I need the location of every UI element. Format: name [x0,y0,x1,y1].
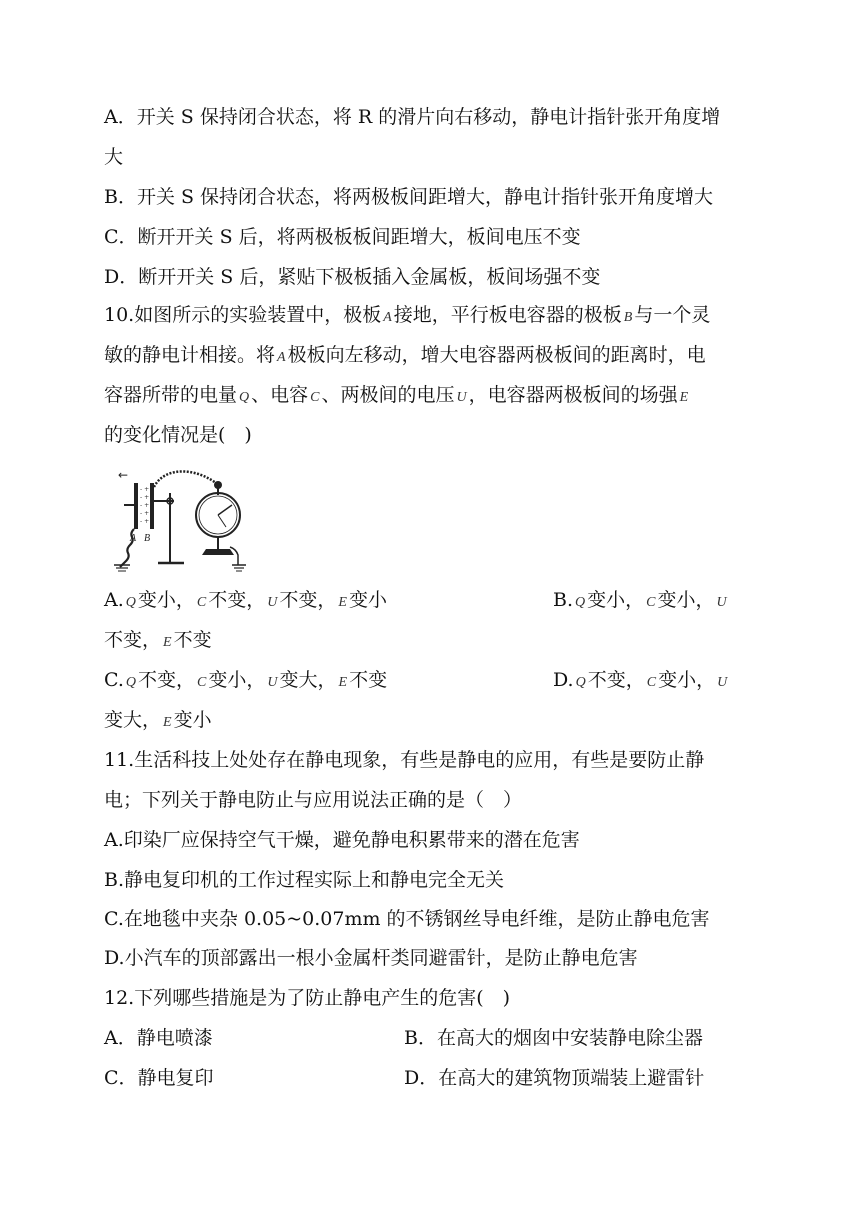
q11-stem-line1: 11.生活科技上处处存在静电现象，有些是静电的应用，有些是要防止静 [104,749,705,771]
capacitor-electrometer-figure [104,465,266,573]
q12-option-b: B．在高大的烟囱中安装静电除尘器 [404,1027,703,1049]
q10-option-a: A. Q 变小， C 不变， U 不变， E 变小 [104,589,387,611]
q10-option-b: B. Q 变小， C 变小， U [553,589,727,611]
plate-b [150,483,154,529]
label-b: B [144,533,151,544]
q10-option-c: C. Q 不变， C 变小， U 变大， E 不变 [104,669,388,691]
q9-option-d: D．断开开关 S 后，紧贴下极板插入金属板，板间场强不变 [104,266,601,288]
q9-option-a-line2: 大 [104,146,124,168]
q10-option-b-cont: 不变， E 不变 [104,629,212,651]
var-u: U [456,390,467,405]
q9-option-a-line1: A．开关 S 保持闭合状态，将 R 的滑片向右移动，静电计指针张开角度增 [104,106,721,128]
q10-stem-line1: 10.如图所示的实验装置中，极板 A 接地，平行板电容器的极板 B 与一个灵 [104,304,711,326]
electrometer-needle [218,505,232,515]
svg-text:- +: - + [140,486,150,493]
svg-text:- +: - + [140,502,150,509]
plate-a [134,483,138,529]
q10-option-d: D. Q 不变， C 变小， U [553,669,728,691]
var-e: E [679,390,689,405]
q12-option-c: C．静电复印 [104,1067,214,1089]
var-a: A [383,310,392,325]
q12-option-a: A．静电喷漆 [104,1027,213,1049]
q11-option-d: D.小汽车的顶部露出一根小金属杆类同避雷针，是防止静电危害 [104,947,638,969]
move-left-arrow: ← [118,468,129,482]
var-b: B [623,310,633,325]
svg-text:- +: - + [140,510,150,517]
q10-option-d-cont: 变大， E 变小 [104,709,212,731]
q9-option-c: C．断开开关 S 后，将两极板板间距增大，板间电压不变 [104,226,581,248]
q12-option-d: D．在高大的建筑物顶端装上避雷针 [404,1067,705,1089]
var-a: A [277,350,286,365]
q12-stem: 12.下列哪些措施是为了防止静电产生的危害( ) [104,987,511,1009]
q10-stem-line4: 的变化情况是( ) [104,424,252,446]
q11-stem-line2: 电；下列关于静电防止与应用说法正确的是（ ） [104,789,523,811]
var-q: Q [239,390,250,405]
svg-text:- +: - + [140,494,150,501]
q11-option-c: C.在地毯中夹杂 0.05~0.07mm 的不锈钢丝导电纤维，是防止静电危害 [104,908,710,930]
q9-option-b: B．开关 S 保持闭合状态，将两极板间距增大，静电计指针张开角度增大 [104,186,714,208]
q11-option-b: B.静电复印机的工作过程实际上和静电完全无关 [104,869,505,891]
q10-stem-line3: 容器所带的电量 Q 、电容 C 、两极间的电压 U ，电容器两极板间的场强 E [104,384,689,406]
q10-stem-line2: 敏的静电计相接。将 A 极板向左移动，增大电容器两极板间的距离时，电 [104,344,706,366]
svg-text:- +: - + [140,518,150,525]
var-c: C [310,390,320,405]
label-a: A [130,533,137,544]
q11-option-a: A.印染厂应保持空气干燥，避免静电积累带来的潜在危害 [104,829,580,851]
